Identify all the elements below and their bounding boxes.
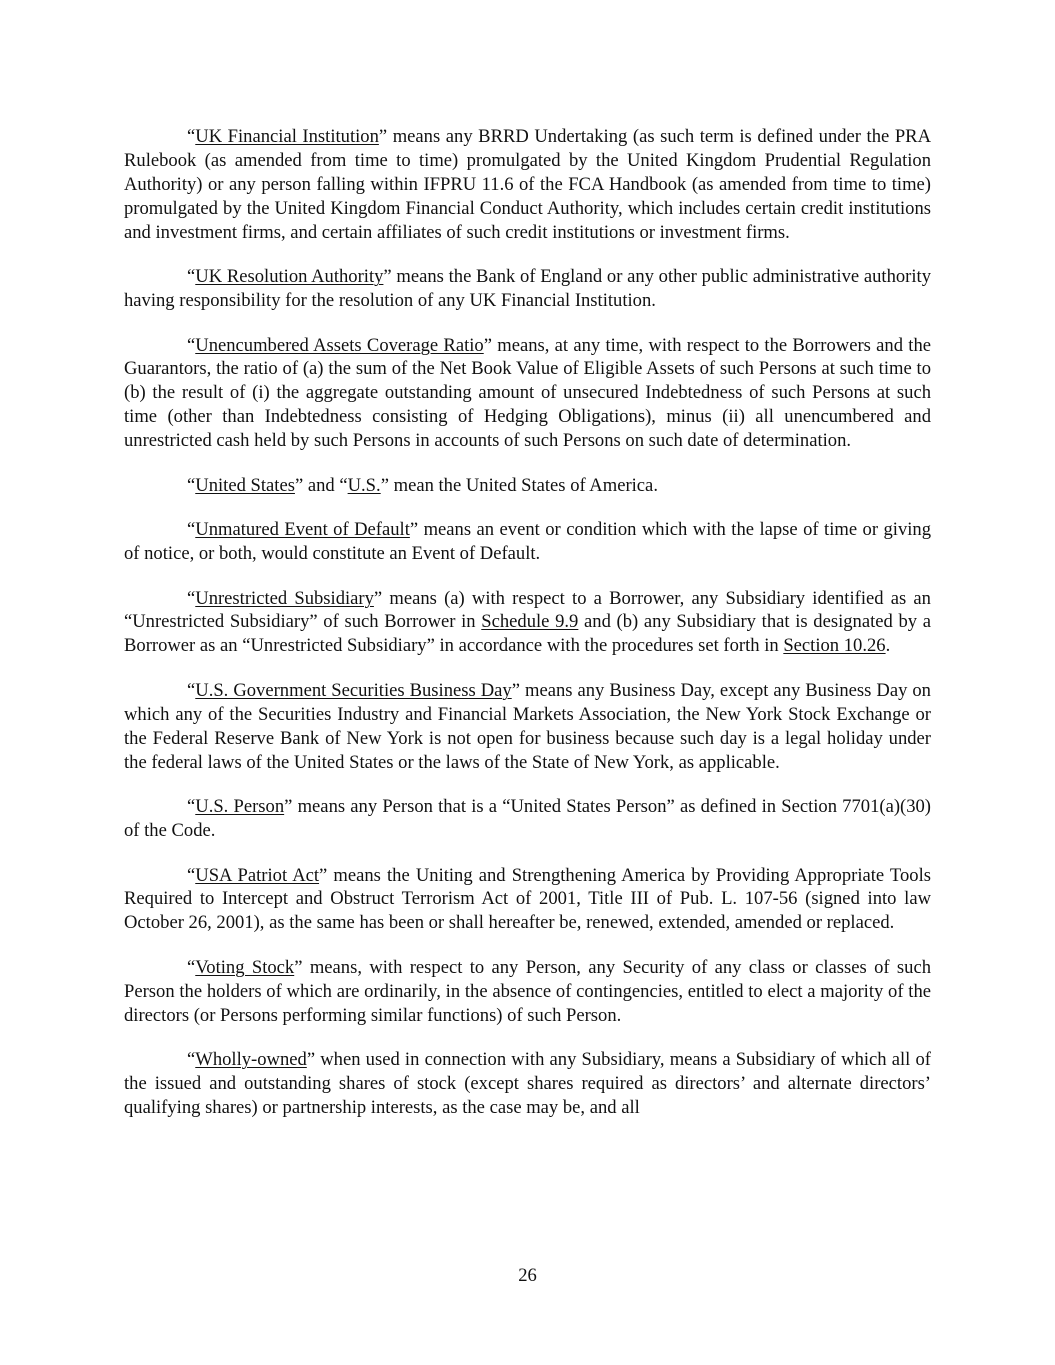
defined-term: U.S. Person bbox=[195, 796, 285, 818]
definition-united-states: “United States” and “U.S.” mean the United States of America. bbox=[187, 474, 658, 496]
definition-usa-patriot-act: “USA Patriot Act” means the Uniting and Strengthening America by Providing Appropriate Tools Required to Intercept and Obstruct Terrorism Act of 2001, Title III of Pub. L. 107-56 (signed into law October 26, 2001), as the same has been or shall hereafter be, renewed, extended, amended or replaced. bbox=[124, 864, 931, 934]
document-page bbox=[124, 125, 931, 1140]
defined-term: Voting Stock bbox=[195, 956, 295, 978]
definition-wholly-owned: “Wholly-owned” when used in connection with any Subsidiary, means a Subsidiary of which all of the issued and outstanding shares of stock (except shares required as directors’ and alternate directors’ qualifying shares) or partnership interests, as the case may be, and all bbox=[124, 1049, 931, 1118]
definition-text: means any BRRD Undertaking (as such term is defined under the PRA Rulebook (as amended from time to time) promulgated by the United Kingdom Prudential Regulation Authority) or any person falling within IFPRU 11.6 of the FCA Handbook (as amended from time to time) promulgated by the United Kingdom Financial Conduct Authority, which includes certain credit institutions and investment firms, and certain affiliates of such credit institutions or investment firms. bbox=[124, 126, 932, 243]
defined-term: Wholly-owned bbox=[195, 1049, 307, 1071]
defined-term: Unmatured Event of Default bbox=[195, 519, 410, 541]
page-number: 26 bbox=[518, 1265, 537, 1286]
definition-uk-financial-institution: “UK Financial Institution” means any BRRD Undertaking (as such term is defined under the PRA Rulebook (as amended from time to time) promulgated by the United Kingdom Prudential Regulation Authority) or any person falling within IFPRU 11.6 of the FCA Handbook (as amended from time to time) promulgated by the United Kingdom Financial Conduct Authority, which includes certain credit institutions and investment firms, and certain affiliates of such credit institutions or investment firms. bbox=[124, 126, 932, 243]
definition-text: means an event or condition which with the lapse of time or giving of notice, or both, would constitute an Event of Default. bbox=[124, 519, 931, 565]
definition-voting-stock: “Voting Stock” means, with respect to any Person, any Security of any class or classes of such Person the holders of which are ordinarily, in the absence of contingencies, entitled to elect a majority of the directors (or Persons performing similar functions) of such Person. bbox=[124, 956, 931, 1026]
definition-unmatured-event-of-default: “Unmatured Event of Default” means an event or condition which with the lapse of time or giving of notice, or both, would constitute an Event of Default. bbox=[124, 519, 931, 565]
defined-term: U.S. Government Securities Business Day bbox=[195, 679, 512, 701]
definition-text-part-b: and (b) any Subsidiary that is designated by a Borrower as an “Unrestricted Subsidiary” in accordance with the procedures set forth in bbox=[124, 611, 931, 657]
definition-text: means, with respect to any Person, any Security of any class or classes of such Person the holders of which are ordinarily, in the absence of contingencies, entitled to elect a majority of the directors (or Persons performing similar functions) of such Person. bbox=[124, 956, 931, 1026]
definition-uk-resolution-authority: “UK Resolution Authority” means the Bank of England or any other public administrative authority having responsibility for the resolution of any UK Financial Institution. bbox=[124, 266, 931, 312]
section-reference: Section 10.26 bbox=[783, 635, 886, 657]
defined-term: Unencumbered Assets Coverage Ratio bbox=[195, 334, 484, 356]
definition-text: means any Business Day, except any Business Day on which any of the Securities Industry and Financial Markets Association, the New York Stock Exchange or the Federal Reserve Bank of New York is not open for business because such day is a legal holiday under the federal laws of the United States or the laws of the State of New York, as applicable. bbox=[124, 679, 931, 773]
definition-text: means the Bank of England or any other public administrative authority having responsibility for the resolution of any UK Financial Institution. bbox=[124, 266, 931, 312]
defined-term: UK Resolution Authority bbox=[195, 266, 384, 288]
defined-term: UK Financial Institution bbox=[195, 126, 379, 147]
definition-text-part-a: means (a) with respect to a Borrower, any Subsidiary identified as an “Unrestricted Subsidiary” of such Borrower in bbox=[124, 587, 931, 633]
definition-text: means any Person that is a “United States Person” as defined in Section 7701(a)(30) of the Code. bbox=[124, 796, 931, 841]
definition-text-part-c: . bbox=[885, 635, 891, 657]
definition-unrestricted-subsidiary: “Unrestricted Subsidiary” means (a) with respect to a Borrower, any Subsidiary identified as an “Unrestricted Subsidiary” of such Borrower in Schedule 9.9 and (b) any Subsidiary that is designated by a Borrower as an “Unrestricted Subsidiary” in accordance with the procedures set forth in Section 10.26. bbox=[124, 587, 931, 657]
defined-term-secondary: U.S. bbox=[347, 474, 381, 496]
definition-text: when used in connection with any Subsidiary, means a Subsidiary of which all of the issued and outstanding shares of stock (except shares required as directors’ and alternate directors’ qualifying shares) or partnership interests, as the case may be, and all bbox=[124, 1049, 931, 1118]
definition-us-person: “U.S. Person” means any Person that is a “United States Person” as defined in Section 7701(a)(30) of the Code. bbox=[124, 796, 931, 841]
defined-term: Unrestricted Subsidiary bbox=[195, 587, 374, 609]
schedule-reference: Schedule 9.9 bbox=[481, 611, 579, 633]
definition-unencumbered-assets-coverage-ratio: “Unencumbered Assets Coverage Ratio” means, at any time, with respect to the Borrowers and the Guarantors, the ratio of (a) the sum of the Net Book Value of Eligible Assets of such Persons at such time to (b) the result of (i) the aggregate outstanding amount of unsecured Indebtedness of such Persons at such time (other than Indebtedness consisting of Hedging Obligations), minus (ii) all unencumbered and unrestricted cash held by such Persons in accounts of such Persons on such date of determination. bbox=[124, 334, 932, 452]
defined-term: USA Patriot Act bbox=[195, 864, 320, 886]
definition-text: means the Uniting and Strengthening America by Providing Appropriate Tools Required to Intercept and Obstruct Terrorism Act of 2001, Title III of Pub. L. 107-56 (signed into law October 26, 2001), as the same has been or shall hereafter be, renewed, extended, amended or replaced. bbox=[124, 864, 931, 934]
defined-term: United States bbox=[195, 474, 295, 496]
definition-us-government-securities-business-day: “U.S. Government Securities Business Day” means any Business Day, except any Business Day on which any of the Securities Industry and Financial Markets Association, the New York Stock Exchange or the Federal Reserve Bank of New York is not open for business because such day is a legal holiday under the federal laws of the United States or the laws of the State of New York, as applicable. bbox=[124, 679, 931, 773]
definition-connector: and “ bbox=[303, 474, 348, 496]
definition-text: means, at any time, with respect to the Borrowers and the Guarantors, the ratio of (a) the sum of the Net Book Value of Eligible Assets of such Persons at such time to (b) the result of (i) the aggregate outstanding amount of unsecured Indebtedness of such Persons at such time (other than Indebtedness consisting of Hedging Obligations), minus (ii) all unencumbered and unrestricted cash held by such Persons in accounts of such Persons on such date of determination. bbox=[124, 334, 932, 452]
definition-text: mean the United States of America. bbox=[388, 474, 658, 496]
